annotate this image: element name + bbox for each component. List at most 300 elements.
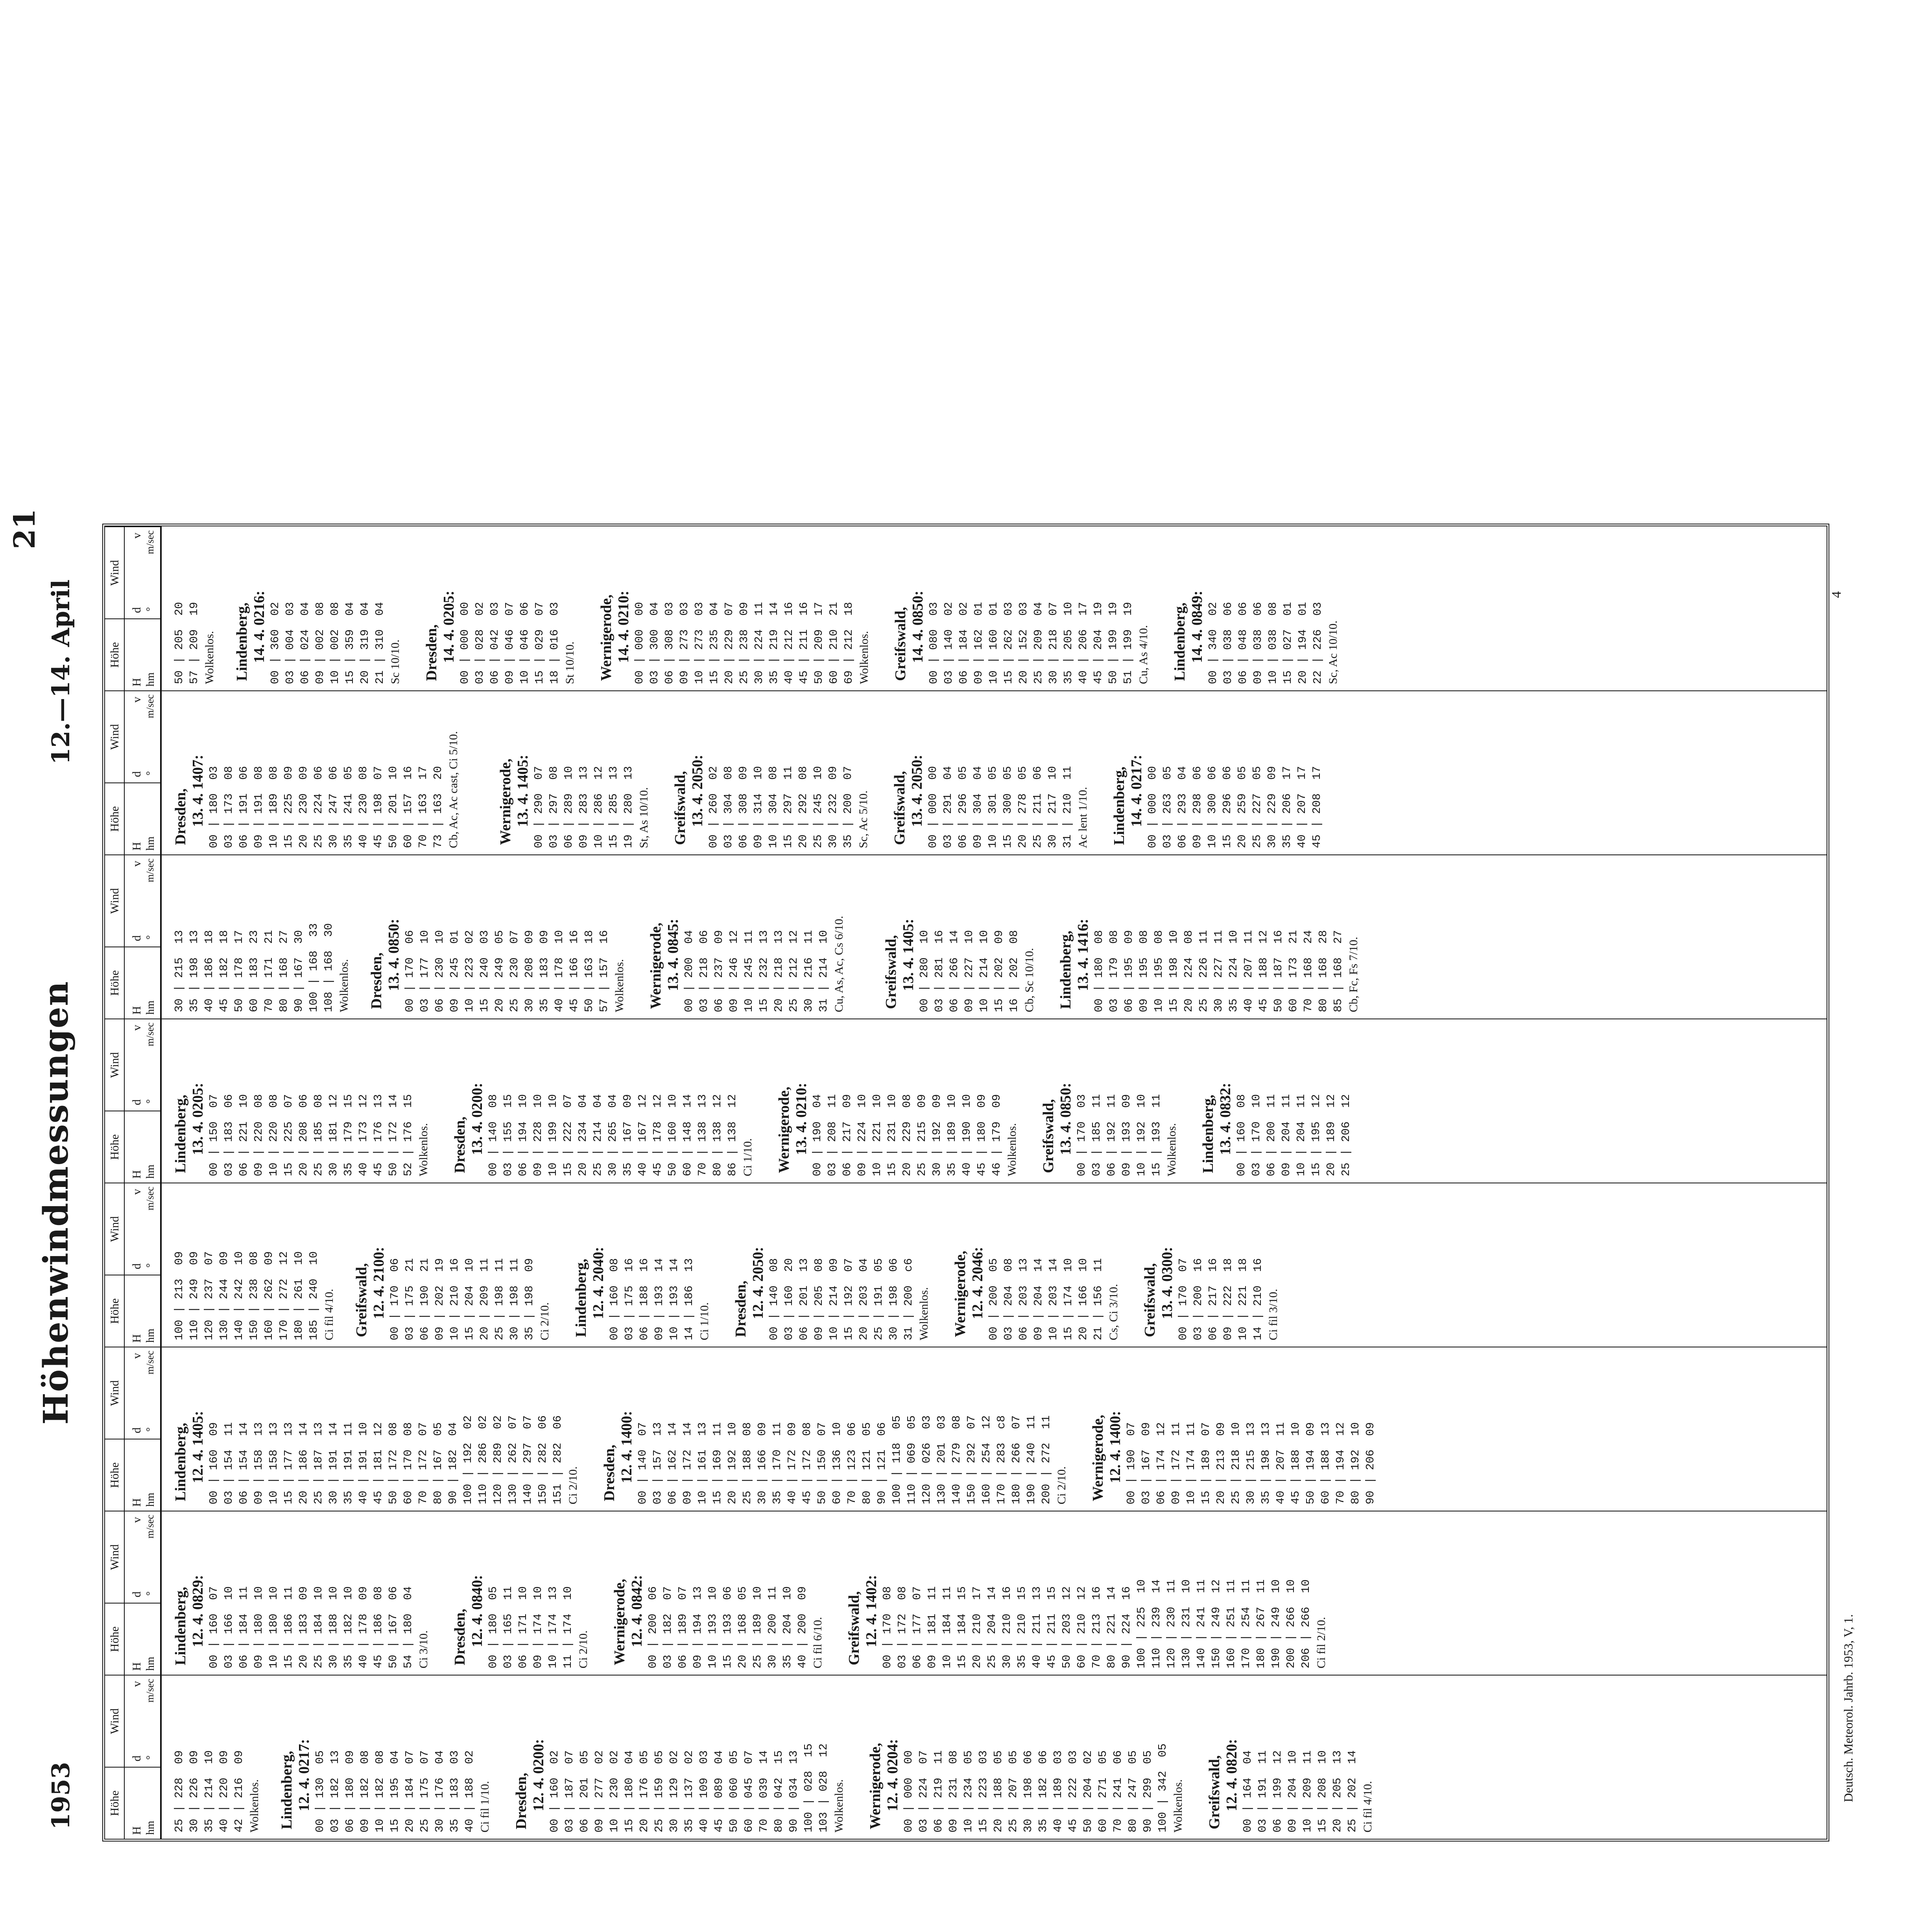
source-citation: Deutsch. Meteorol. Jahrb. 1953, V, 1. <box>1841 1614 1855 1802</box>
station-name: Lindenberg, <box>573 1258 589 1337</box>
station-block <box>172 1676 262 1839</box>
station-block <box>1141 1183 1281 1347</box>
station-block <box>611 1511 826 1675</box>
h-label: H <box>130 842 143 851</box>
table-row: 25 | 245 10 <box>812 766 825 848</box>
station-block <box>451 1019 756 1183</box>
table-row: 45 | 222 03 <box>1067 1750 1079 1832</box>
table-row: 10 | 204 11 <box>1295 1094 1308 1176</box>
table-row: 10 | 174 11 <box>1185 1422 1198 1504</box>
table-row: 00 | 000 00 <box>926 766 939 848</box>
table-row: 70 | 241 06 <box>1111 1750 1124 1832</box>
table-row: 40 | 178 09 <box>357 1586 370 1668</box>
table-row: 00 | 280 10 <box>918 930 931 1012</box>
table-row: 03 | 297 08 <box>547 766 560 848</box>
launch-time: 13. 4. 0210: <box>793 1083 810 1155</box>
launch-time: 12. 4. 0204: <box>884 1739 901 1811</box>
table-row: 35 | 182 06 <box>1037 1750 1050 1832</box>
station-name: Dresden, <box>601 1445 618 1501</box>
table-row: 03 | 187 07 <box>563 1750 576 1832</box>
table-column <box>160 1347 1827 1511</box>
table-row: 06 | 221 10 <box>237 1094 250 1176</box>
table-row: 00 | 290 07 <box>532 766 545 848</box>
table-row: 20 | 194 01 <box>1296 602 1309 684</box>
h-label: H <box>130 1662 143 1671</box>
table-row: 190 | 240 11 <box>1025 1415 1038 1504</box>
table-row: 15 | 169 11 <box>711 1422 724 1504</box>
table-row: 40 | 212 16 <box>782 602 795 684</box>
table-row: 09 | 283 13 <box>577 766 590 848</box>
table-row: 140 | 242 10 <box>233 1251 245 1340</box>
table-row: 57 | 157 16 <box>598 930 611 1012</box>
table-row: 20 | 218 13 <box>772 930 785 1012</box>
table-row: 09 | 228 10 <box>531 1094 544 1176</box>
table-row: 40 | 189 03 <box>1052 1750 1065 1832</box>
table-row: 25 | 185 08 <box>312 1094 325 1176</box>
launch-time: 13. 4. 0300: <box>1159 1247 1175 1319</box>
launch-time: 12. 4. 0842: <box>629 1575 645 1647</box>
table-row: 00 | 190 04 <box>811 1094 824 1176</box>
table-row: 03 | 177 10 <box>418 930 431 1012</box>
table-row: 09 | 314 10 <box>752 766 765 848</box>
table-row: 140 | 241 11 <box>1195 1579 1208 1668</box>
station-name: Greifswald, <box>883 935 899 1009</box>
height-header <box>105 1439 160 1511</box>
table-row: 45 | 188 10 <box>1289 1422 1302 1504</box>
table-row: 09 | 246 12 <box>727 930 740 1012</box>
table-row: 15 | 204 10 <box>463 1258 476 1340</box>
table-row: 45 | 180 09 <box>975 1094 988 1176</box>
table-row: 25 | 202 14 <box>1346 1750 1359 1832</box>
table-row: 20 | 168 05 <box>736 1586 749 1668</box>
table-row: 50 | 060 05 <box>727 1750 740 1832</box>
v-label: v <box>130 533 143 539</box>
station-name: Wernigerode, <box>1090 1415 1106 1501</box>
table-row: 15 | 225 09 <box>282 766 295 848</box>
table-row: 06 | 184 11 <box>237 1586 250 1668</box>
table-row: 190 | 249 10 <box>1270 1579 1282 1668</box>
table-row: 00 | 160 09 <box>207 1422 220 1504</box>
table-row: 42 | 216 09 <box>233 1750 245 1832</box>
table-row: 03 | 182 13 <box>328 1750 341 1832</box>
station-block <box>1040 1019 1180 1183</box>
table-row: 90 | 299 05 <box>1141 1750 1154 1832</box>
table-row: 10 | 214 10 <box>978 930 991 1012</box>
table-row: 03 | 004 03 <box>284 602 297 684</box>
v-label: v <box>130 1189 143 1195</box>
table-row: 03 | 179 08 <box>1107 930 1120 1012</box>
table-row: 09 | 304 04 <box>971 766 984 848</box>
table-row: 03 | 157 13 <box>651 1422 664 1504</box>
table-row: 09 | 220 08 <box>252 1094 265 1176</box>
table-row: 15 | 231 10 <box>886 1094 899 1176</box>
table-row: 09 | 193 09 <box>1120 1094 1133 1176</box>
table-row: 30 | 229 09 <box>1266 766 1279 848</box>
table-row: 06 | 188 16 <box>638 1258 651 1340</box>
table-row: 10 | 160 01 <box>987 602 1000 684</box>
table-row: 10 | 195 08 <box>1152 930 1165 1012</box>
table-row: 15 | 208 10 <box>1316 1750 1329 1832</box>
table-row: 15 | 240 03 <box>478 930 491 1012</box>
table-row: 16 | 202 08 <box>1008 930 1020 1012</box>
table-row: 30 | 198 11 <box>508 1258 521 1340</box>
table-row: 15 | 300 05 <box>1001 766 1014 848</box>
table-row: 00 | 000 00 <box>633 602 646 684</box>
table-row: 20 | 249 05 <box>493 930 506 1012</box>
table-row: 70 | 213 16 <box>1090 1586 1103 1668</box>
cloud-note: Cb, Fc, Fs 7/10. <box>1347 937 1360 1012</box>
table-row: 00 | 160 02 <box>548 1750 561 1832</box>
h-label: H <box>130 1826 143 1835</box>
table-row: 03 | 155 15 <box>502 1094 515 1176</box>
table-row: 06 | 184 02 <box>957 602 970 684</box>
table-row: 00 | 340 02 <box>1207 602 1220 684</box>
table-row: 20 | 188 05 <box>992 1750 1005 1832</box>
launch-time: 12. 4. 2050: <box>750 1247 766 1319</box>
launch-time: 13. 4. 2050: <box>909 755 925 827</box>
table-column <box>160 526 1827 690</box>
height-header <box>105 1275 160 1347</box>
cloud-note: Cb, Sc 10/10. <box>1023 948 1036 1012</box>
deg-label: ° <box>144 1427 157 1432</box>
table-row: 20 | 152 03 <box>1017 602 1030 684</box>
launch-time: 14. 4. 0850: <box>910 590 926 663</box>
v-label: v <box>130 697 143 703</box>
date-range: 12.—14. April <box>46 579 75 765</box>
table-row: 10 | 223 02 <box>463 930 476 1012</box>
station-name: Dresden, <box>172 788 189 845</box>
table-row: 50 | 201 10 <box>387 766 400 848</box>
cloud-note: Wolkenlos. <box>858 631 871 684</box>
table-row: 45 | 181 12 <box>372 1422 385 1504</box>
table-row: 10 | 182 08 <box>373 1750 386 1832</box>
table-row: 80 | 042 15 <box>772 1750 785 1832</box>
d-label: d <box>130 1099 143 1105</box>
table-row: 06 | 194 10 <box>517 1094 530 1176</box>
table-row: 20 | 229 07 <box>723 602 736 684</box>
table-row: 100 | 168 33 <box>307 923 320 1012</box>
wind-label: Wind <box>108 1183 125 1275</box>
table-row: 10 | 230 02 <box>608 1750 621 1832</box>
table-row: 31 | 200 c6 <box>902 1258 915 1340</box>
table-row: 170 | 283 c8 <box>995 1415 1008 1504</box>
table-row: 85 | 168 27 <box>1332 930 1345 1012</box>
table-row: 10 | 046 06 <box>518 602 531 684</box>
table-row: 40 | 167 12 <box>636 1094 649 1176</box>
table-row: 50 | 204 02 <box>1081 1750 1094 1832</box>
table-row: 09 | 222 18 <box>1222 1258 1234 1340</box>
table-row: 10 | 193 14 <box>668 1258 681 1340</box>
wind-header <box>105 855 160 947</box>
launch-time: 14. 4. 0849: <box>1189 590 1205 663</box>
table-row: 25 | 230 07 <box>508 930 521 1012</box>
table-row: 60 | 210 21 <box>827 602 840 684</box>
table-row: 70 | 194 12 <box>1334 1422 1347 1504</box>
wind-label: Wind <box>108 1347 125 1439</box>
table-row: 40 | 200 09 <box>796 1586 809 1668</box>
table-row: 09 | 038 06 <box>1251 602 1264 684</box>
table-row: 10 | 209 11 <box>1301 1750 1314 1832</box>
table-row: 46 | 179 09 <box>990 1094 1003 1176</box>
table-row: 09 | 180 10 <box>252 1586 265 1668</box>
table-row: 40 | 190 10 <box>960 1094 973 1176</box>
table-row: 20 | 186 14 <box>297 1422 310 1504</box>
column-header-row <box>105 526 162 1839</box>
table-row: 25 | 207 05 <box>1007 1750 1020 1832</box>
v-label: v <box>130 1025 143 1031</box>
table-row: 15 | 193 11 <box>1150 1094 1163 1176</box>
cloud-note: Wolkenlos. <box>917 1287 930 1340</box>
station-name: Wernigerode, <box>867 1743 884 1829</box>
table-row: 160 | 251 11 <box>1225 1579 1238 1668</box>
cloud-note: Ci fil 3/10. <box>1267 1289 1280 1340</box>
table-row: 15 | 262 03 <box>1002 602 1015 684</box>
station-block <box>601 1347 1070 1511</box>
table-row: 69 | 212 18 <box>842 602 855 684</box>
table-row: 06 | 174 12 <box>1155 1422 1168 1504</box>
table-row: 45 | 211 16 <box>797 602 810 684</box>
table-row: 30 | 216 11 <box>802 930 815 1012</box>
station-block <box>172 1019 432 1183</box>
station-name: Lindenberg, <box>1172 602 1188 681</box>
table-row: 30 | 265 04 <box>606 1094 619 1176</box>
table-row: 06 | 230 10 <box>433 930 446 1012</box>
table-column <box>160 1511 1827 1675</box>
table-row: 50 | 205 20 <box>173 602 186 684</box>
table-row: 40 | 220 09 <box>218 1750 231 1832</box>
table-row: 03 | 175 21 <box>403 1258 416 1340</box>
table-row: 09 | 231 08 <box>947 1750 960 1832</box>
table-row: 100 | 342 05 <box>1156 1743 1169 1832</box>
table-row: 09 | 174 10 <box>531 1586 544 1668</box>
hm-label: hm <box>144 836 157 851</box>
cloud-note: St 10/10. <box>563 641 576 684</box>
table-row: 110 | 249 09 <box>188 1251 201 1340</box>
table-row: 20 | 234 04 <box>576 1094 589 1176</box>
table-row: 60 | 271 05 <box>1096 1750 1109 1832</box>
station-block <box>513 1676 847 1839</box>
column-header <box>105 854 160 1019</box>
table-row: 10 | 220 08 <box>267 1094 280 1176</box>
table-row: 06 | 289 10 <box>562 766 575 848</box>
cloud-note: Wolkenlos. <box>1172 1779 1185 1832</box>
table-row: 00 | 150 07 <box>207 1094 220 1176</box>
deg-label: ° <box>144 935 157 940</box>
table-row: 35 | 182 10 <box>342 1586 355 1668</box>
table-row: 00 | 200 06 <box>646 1586 659 1668</box>
column-header <box>105 690 160 854</box>
table-row: 150 | 282 06 <box>536 1415 549 1504</box>
station-block <box>598 526 872 690</box>
table-row: 18 | 016 03 <box>548 602 561 684</box>
table-row: 20 | 229 08 <box>900 1094 913 1176</box>
table-row: 06 | 195 09 <box>1122 930 1135 1012</box>
table-row: 10 | 245 11 <box>742 930 755 1012</box>
station-block <box>172 1347 581 1511</box>
table-row: 60 | 188 13 <box>1319 1422 1332 1504</box>
table-row: 09 | 273 03 <box>678 602 691 684</box>
msec-label: m/sec <box>144 1351 156 1375</box>
table-row: 09 | 298 06 <box>1191 766 1204 848</box>
table-row: 100 | 225 10 <box>1135 1579 1148 1668</box>
station-name: Lindenberg, <box>234 602 250 681</box>
table-row: 03 | 165 11 <box>502 1586 515 1668</box>
table-row: 20 | 192 10 <box>726 1422 739 1504</box>
table-row: 10 | 221 18 <box>1236 1258 1249 1340</box>
cloud-note: Sc, Ac 5/10. <box>857 790 870 848</box>
table-row: 30 | 208 09 <box>523 930 536 1012</box>
cloud-note: Wolkenlos. <box>1006 1123 1019 1176</box>
cloud-note: Ci 2/10. <box>538 1302 551 1340</box>
table-row: 09 | 204 14 <box>1032 1258 1045 1340</box>
table-row: 25 | 184 10 <box>312 1586 325 1668</box>
table-column <box>160 1019 1827 1183</box>
table-row: 09 | 182 08 <box>358 1750 371 1832</box>
table-row: 100 | 118 05 <box>890 1415 903 1504</box>
signature-mark: 4 <box>1829 591 1844 598</box>
table-row: 30 | 200 11 <box>766 1586 779 1668</box>
table-row: 180 | 266 07 <box>1010 1415 1023 1504</box>
column-header <box>105 1347 160 1511</box>
station-block <box>172 1511 432 1675</box>
table-row: 30 | 226 09 <box>188 1750 201 1832</box>
table-row: 60 | 148 14 <box>681 1094 694 1176</box>
table-row: 170 | 254 11 <box>1240 1579 1253 1668</box>
table-row: 10 | 158 13 <box>267 1422 280 1504</box>
cloud-note: Wolkenlos. <box>417 1123 430 1176</box>
table-row: 73 | 163 20 <box>432 766 445 848</box>
table-row: 00 | 200 04 <box>683 930 696 1012</box>
table-row: 50 | 187 16 <box>1272 930 1285 1012</box>
table-row: 110 | 286 02 <box>476 1415 489 1504</box>
cloud-note: Ci 1/10. <box>698 1302 711 1340</box>
table-row: 00 | 170 06 <box>403 930 416 1012</box>
table-row: 00 | 180 03 <box>207 766 220 848</box>
table-row: 120 | 237 07 <box>203 1251 216 1340</box>
hoehe-label: Höhe <box>108 619 125 690</box>
h-label: H <box>130 1170 143 1179</box>
table-row: 15 | 359 04 <box>343 602 356 684</box>
table-row: 60 | 157 16 <box>402 766 415 848</box>
msec-label: m/sec <box>144 858 156 882</box>
station-name: Greifswald, <box>892 607 909 681</box>
table-row: 20 | 210 17 <box>971 1586 984 1668</box>
table-row: 25 | 211 06 <box>1031 766 1044 848</box>
hoehe-label: Höhe <box>108 1439 125 1511</box>
station-block <box>278 1676 493 1839</box>
table-row: 80 | 221 14 <box>1105 1586 1118 1668</box>
wind-label: Wind <box>108 1019 125 1111</box>
station-block <box>1199 1019 1354 1183</box>
station-block <box>867 1676 1186 1839</box>
table-row: 35 | 241 05 <box>342 766 355 848</box>
table-row: 30 | 191 14 <box>327 1422 340 1504</box>
height-header <box>105 1767 160 1839</box>
height-header <box>105 1111 160 1183</box>
h-label: H <box>130 678 143 686</box>
table-row: 108 | 168 30 <box>322 923 335 1012</box>
table-row: 09 | 227 10 <box>963 930 976 1012</box>
table-row: 09 | 158 13 <box>252 1422 265 1504</box>
table-row: 45 | 204 19 <box>1092 602 1105 684</box>
station-block <box>891 691 1091 854</box>
table-row: 10 | 174 13 <box>546 1586 559 1668</box>
deg-label: ° <box>144 1099 157 1104</box>
table-row: 45 | 089 04 <box>712 1750 725 1832</box>
station-name: Dresden, <box>733 1281 749 1337</box>
station-block <box>952 1183 1122 1347</box>
table-column <box>160 690 1827 854</box>
table-row: 25 | 214 04 <box>591 1094 604 1176</box>
table-row: 35 | 204 10 <box>781 1586 794 1668</box>
table-row: 35 | 210 15 <box>1015 1586 1028 1668</box>
cloud-note: Ci fil 1/10. <box>478 1781 491 1832</box>
station-name: Wernigerode, <box>611 1579 628 1665</box>
table-row: 03 | 170 10 <box>1250 1094 1263 1176</box>
table-row: 180 | 261 10 <box>292 1251 305 1340</box>
msec-label: m/sec <box>144 530 156 554</box>
table-row: 15 | 177 13 <box>282 1422 295 1504</box>
station-block <box>647 855 847 1019</box>
station-name: Wernigerode, <box>952 1251 969 1337</box>
station-name: Lindenberg, <box>172 1587 189 1665</box>
column-header <box>105 526 160 690</box>
table-row: 03 | 185 11 <box>1090 1094 1103 1176</box>
table-row: 06 | 180 09 <box>343 1750 356 1832</box>
station-name: Wernigerode, <box>648 923 664 1009</box>
v-label: v <box>130 1517 143 1523</box>
table-row: 00 | 000 00 <box>458 602 471 684</box>
station-block <box>172 526 218 690</box>
table-row: 00 | 000 00 <box>902 1750 915 1832</box>
table-row: 70 | 168 24 <box>1302 930 1315 1012</box>
launch-time: 13. 4. 0832: <box>1217 1083 1234 1155</box>
table-row: 60 | 183 23 <box>247 930 260 1012</box>
table-row: 15 | 225 07 <box>282 1094 295 1176</box>
table-row: 09 | 202 19 <box>433 1258 446 1340</box>
table-row: 20 | 208 06 <box>297 1094 310 1176</box>
station-block <box>1089 1347 1378 1511</box>
table-row: 86 | 138 12 <box>726 1094 739 1176</box>
table-row: 200 | 266 10 <box>1284 1579 1297 1668</box>
station-block <box>892 526 1151 690</box>
table-row: 40 | 186 18 <box>203 930 216 1012</box>
table-row: 10 | 304 08 <box>767 766 780 848</box>
table-row: 15 | 223 03 <box>977 1750 990 1832</box>
launch-time: 13. 4. 0200: <box>469 1083 485 1155</box>
cloud-note: Ci 2/10. <box>1055 1466 1068 1504</box>
cloud-note: Sc, Ac 10/10. <box>1327 620 1340 684</box>
hm-label: hm <box>144 1000 157 1015</box>
table-row: 06 | 042 03 <box>488 602 501 684</box>
table-row: 15 | 235 04 <box>708 602 721 684</box>
d-label: d <box>130 1263 143 1270</box>
table-row: 15 | 027 01 <box>1281 602 1294 684</box>
table-row: 20 | 224 08 <box>1182 930 1195 1012</box>
table-row: 10 | 234 05 <box>962 1750 975 1832</box>
table-row: 30 | 232 09 <box>827 766 840 848</box>
table-row: 06 | 296 05 <box>956 766 969 848</box>
table-row: 40 | 188 02 <box>463 1750 476 1832</box>
table-row: 20 | 209 11 <box>478 1258 491 1340</box>
table-row: 25 | 159 05 <box>653 1750 666 1832</box>
table-row: 25 | 238 09 <box>738 602 751 684</box>
table-row: 09 | 193 14 <box>653 1258 666 1340</box>
station-name: Greifswald, <box>1142 1263 1158 1337</box>
deg-label: ° <box>144 607 157 612</box>
cloud-note: Sc 10/10. <box>389 639 402 684</box>
table-row: 10 | 214 09 <box>827 1258 840 1340</box>
